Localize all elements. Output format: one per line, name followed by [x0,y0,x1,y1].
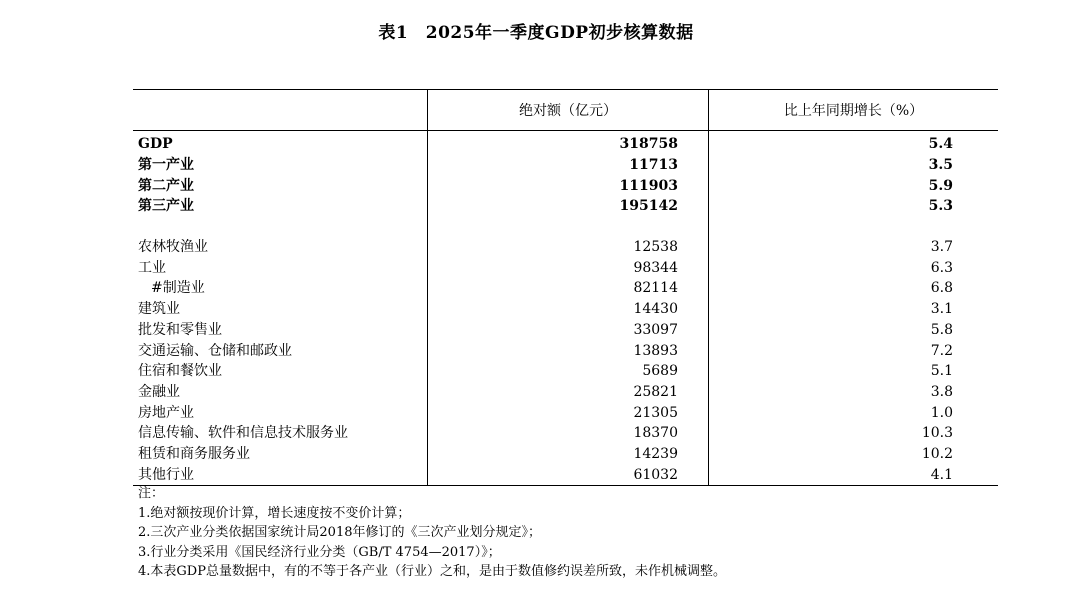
row-growth: 5.3 [928,198,953,215]
row-name: 金融业 [138,383,180,400]
header-absolute-value: 绝对额（亿元） [428,90,709,131]
row-name: 房地产业 [138,404,194,421]
row-absolute-value: 25821 [428,382,709,403]
table-notes [138,484,726,582]
header-blank [133,90,428,131]
row-growth: 5.1 [930,363,953,380]
table-header-row [133,90,998,131]
row-name: 其他行业 [133,464,428,485]
row-absolute-value: 111903 [428,175,709,196]
row-growth: 3.8 [930,383,953,400]
row-name: #制造业 [151,280,205,297]
row-growth: 6.3 [930,259,953,276]
row-growth: 3.5 [928,157,953,174]
table-title: 表1 2025年一季度GDP初步核算数据 [378,23,694,43]
table-row [133,196,998,217]
row-name: 租赁和商务服务业 [138,445,250,462]
notes-heading: 注： [138,486,165,501]
row-growth: 10.2 [921,445,953,462]
row-name: 批发和零售业 [138,321,222,338]
table-row [133,340,998,361]
row-growth: 5.9 [928,177,953,194]
table-row [133,423,998,444]
row-name: GDP [138,136,173,153]
row-absolute-value: 18370 [428,423,709,444]
row-growth: 5.8 [930,321,953,338]
row-absolute-value: 13893 [428,340,709,361]
row-name: 第二产业 [138,177,194,194]
row-growth: 7.2 [930,342,953,359]
row-name: 第一产业 [138,157,194,174]
row-absolute-value: 11713 [428,155,709,176]
row-absolute-value: 98344 [428,257,709,278]
table-row [133,278,998,299]
row-absolute-value: 14239 [428,444,709,465]
row-growth: 1.0 [930,404,953,421]
row-absolute-value: 14430 [428,299,709,320]
table-row [133,444,998,465]
row-growth: 3.1 [930,301,953,318]
table-spacer-row [133,217,998,237]
row-name: 交通运输、仓储和邮政业 [138,342,292,359]
row-absolute-value: 82114 [428,278,709,299]
table-row [133,237,998,258]
row-absolute-value: 61032 [428,464,709,485]
row-name: 住宿和餐饮业 [138,363,222,380]
row-absolute-value: 33097 [428,320,709,341]
gdp-table [133,89,998,486]
table-row [133,131,998,155]
row-absolute-value: 12538 [428,237,709,258]
table-row [133,155,998,176]
note-item: 1.绝对额按现价计算，增长速度按不变价计算； [138,505,411,521]
row-name: 工业 [138,259,166,276]
table-row [133,361,998,382]
row-absolute-value: 5689 [428,361,709,382]
row-growth: 10.3 [921,425,953,442]
row-absolute-value: 318758 [428,131,709,155]
row-absolute-value: 195142 [428,196,709,217]
table-row [133,402,998,423]
row-growth: 6.8 [930,280,953,297]
row-name: 第三产业 [138,198,194,215]
row-name: 建筑业 [138,301,180,318]
header-growth: 比上年同期增长（%） [709,90,999,131]
row-name: 信息传输、软件和信息技术服务业 [138,425,348,442]
table-row [133,320,998,341]
table-row [133,464,998,485]
row-growth: 5.4 [928,136,953,153]
table-row [133,382,998,403]
table-row [133,175,998,196]
note-item: 2.三次产业分类依据国家统计局2018年修订的《三次产业划分规定》； [138,525,541,540]
row-absolute-value: 21305 [428,402,709,423]
table-row [133,299,998,320]
note-item: 4.本表GDP总量数据中，有的不等于各产业（行业）之和，是由于数值修约误差所致，未作机械调整。 [138,564,726,579]
row-growth: 4.1 [709,464,999,485]
table-row [133,257,998,278]
note-item: 3.行业分类采用《国民经济行业分类（GB/T 4754—2017）》； [138,544,501,560]
row-growth: 3.7 [930,239,953,256]
row-name: 农林牧渔业 [138,239,208,256]
